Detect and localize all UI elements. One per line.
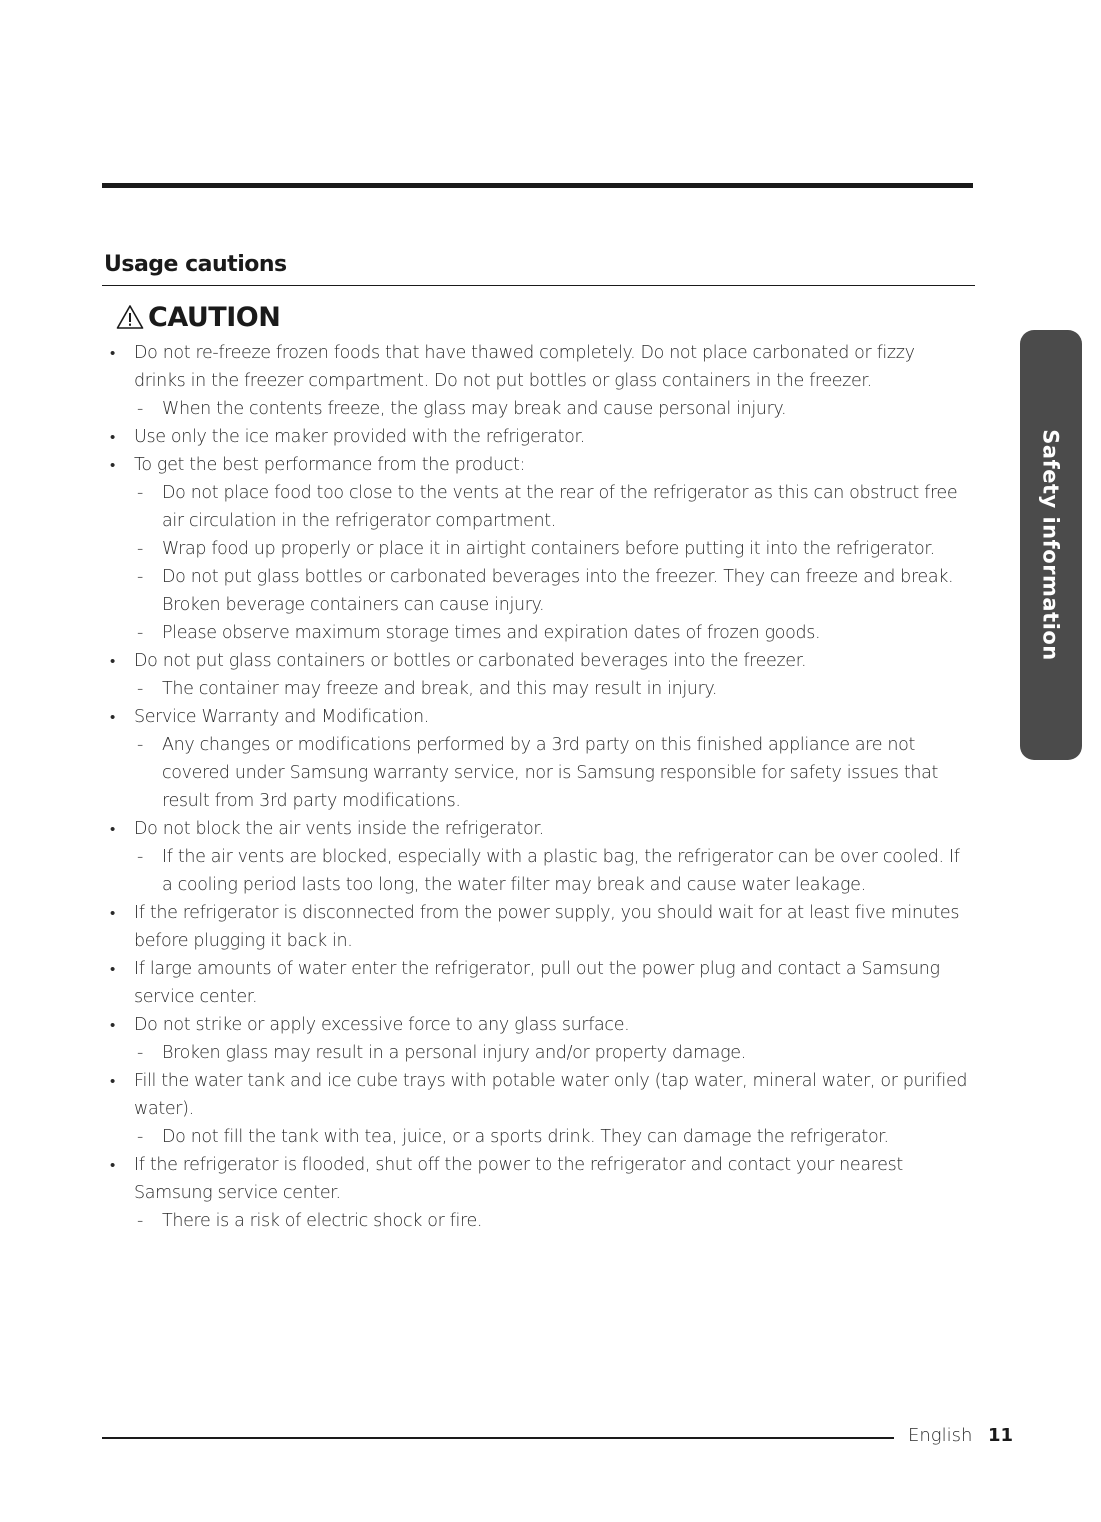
bullet-item: • To get the best performance from the product: (110, 451, 970, 479)
bullet-item: • Service Warranty and Modification. (110, 703, 970, 731)
sub-item: - There is a risk of electric shock or fire. (110, 1207, 970, 1235)
warning-triangle-icon (116, 304, 144, 330)
side-tab (1020, 330, 1082, 760)
sub-item: - Please observe maximum storage times and expiration dates of frozen goods. (110, 619, 970, 647)
caution-list (110, 339, 970, 1235)
footer-rule (102, 1437, 894, 1439)
heading-rule (102, 285, 975, 286)
caution-label: CAUTION (148, 301, 281, 333)
bullet-item: • Use only the ice maker provided with the refrigerator. (110, 423, 970, 451)
caution-heading (116, 300, 280, 334)
bullet-item: • Fill the water tank and ice cube trays with potable water only (tap water, mineral water, or purified water). (110, 1067, 970, 1123)
page-number: 11 (988, 1425, 1014, 1446)
section-title: Usage cautions (104, 252, 287, 277)
footer-language: English (908, 1425, 973, 1446)
sub-item: - Broken glass may result in a personal injury and/or property damage. (110, 1039, 970, 1067)
sub-item: - Do not put glass bottles or carbonated beverages into the freezer. They can freeze and break. Broken beverage containers can cause injury. (110, 563, 970, 619)
bullet-item: • If large amounts of water enter the refrigerator, pull out the power plug and contact a Samsung service center. (110, 955, 970, 1011)
top-rule (102, 183, 973, 188)
bullet-item: • If the refrigerator is flooded, shut off the power to the refrigerator and contact your nearest Samsung service center. (110, 1151, 970, 1207)
side-tab-label: Safety information (1039, 429, 1064, 661)
bullet-item: • Do not re-freeze frozen foods that have thawed completely. Do not place carbonated or fizzy drinks in the freezer compartment. Do not put bottles or glass containers in the freezer. (110, 339, 970, 395)
sub-item: - Wrap food up properly or place it in airtight containers before putting it into the refrigerator. (110, 535, 970, 563)
sub-item: - The container may freeze and break, and this may result in injury. (110, 675, 970, 703)
sub-item: - Any changes or modifications performed by a 3rd party on this finished appliance are not covered under Samsung warranty service, nor is Samsung responsible for safety issues that result from 3rd party modifications. (110, 731, 970, 815)
sub-item: - When the contents freeze, the glass may break and cause personal injury. (110, 395, 970, 423)
bullet-item: • If the refrigerator is disconnected from the power supply, you should wait for at least five minutes before plugging it back in. (110, 899, 970, 955)
bullet-item: • Do not strike or apply excessive force to any glass surface. (110, 1011, 970, 1039)
sub-item: - Do not fill the tank with tea, juice, or a sports drink. They can damage the refrigerator. (110, 1123, 970, 1151)
bullet-item: • Do not block the air vents inside the refrigerator. (110, 815, 970, 843)
sub-item: - Do not place food too close to the vents at the rear of the refrigerator as this can obstruct free air circulation in the refrigerator compartment. (110, 479, 970, 535)
sub-item: - If the air vents are blocked, especially with a plastic bag, the refrigerator can be over cooled. If a cooling period lasts too long, the water filter may break and cause water leakage. (110, 843, 970, 899)
bullet-item: • Do not put glass containers or bottles or carbonated beverages into the freezer. (110, 647, 970, 675)
